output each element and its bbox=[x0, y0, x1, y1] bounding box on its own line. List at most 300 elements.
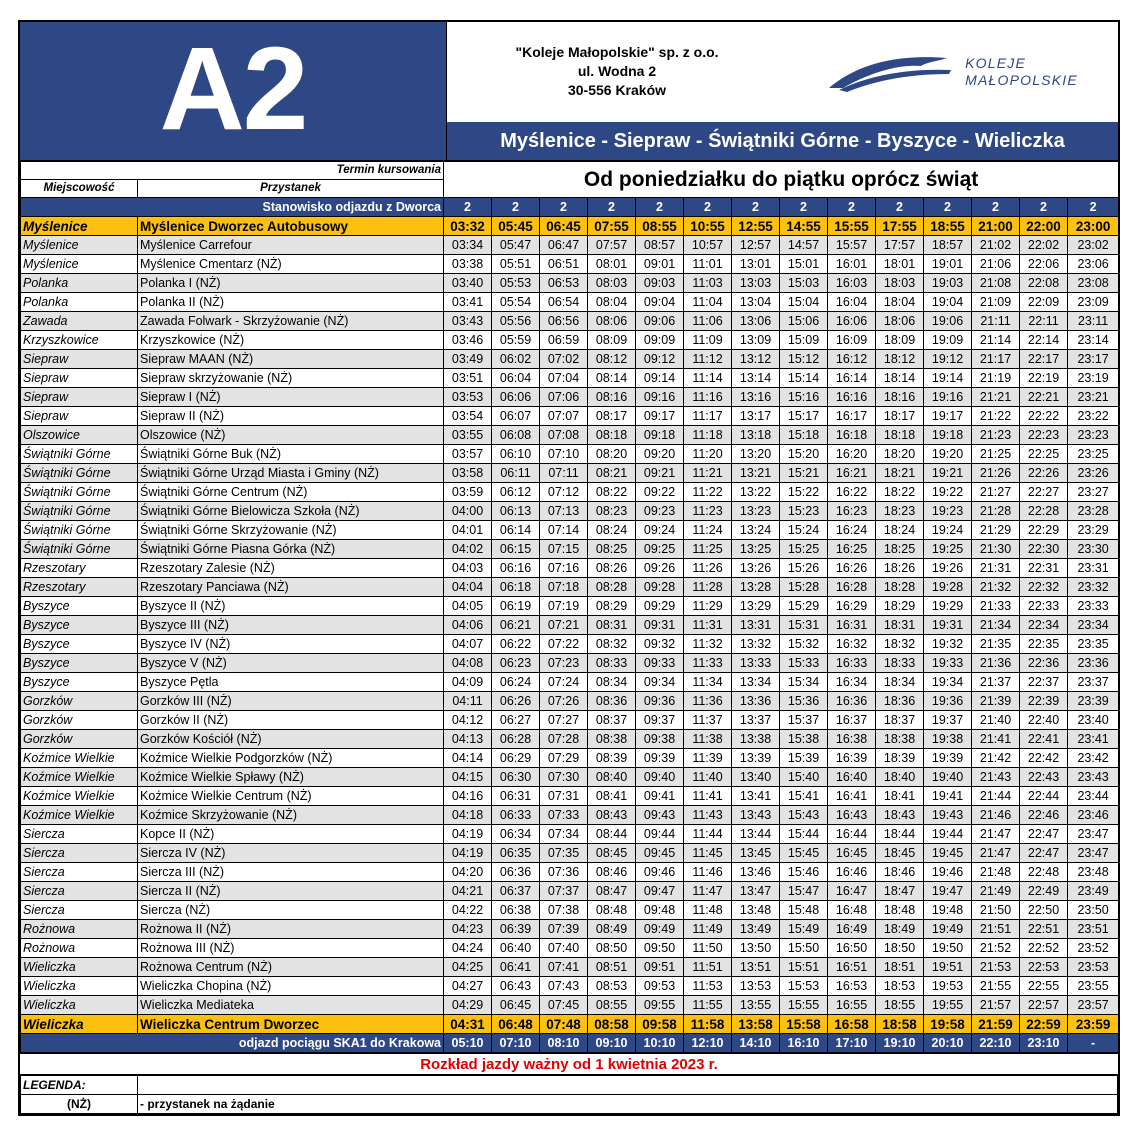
departure-time: 06:34 bbox=[492, 825, 540, 844]
departure-time: 23:51 bbox=[1068, 920, 1119, 939]
departure-time: 23:35 bbox=[1068, 635, 1119, 654]
label-stop: Przystanek bbox=[138, 180, 444, 198]
departure-time: 19:28 bbox=[924, 578, 972, 597]
departure-time: 09:49 bbox=[636, 920, 684, 939]
departure-time: 22:22 bbox=[1020, 407, 1068, 426]
departure-time: 08:23 bbox=[588, 502, 636, 521]
departure-time: 19:22 bbox=[924, 483, 972, 502]
departure-time: 16:38 bbox=[828, 730, 876, 749]
departure-time: 15:20 bbox=[780, 445, 828, 464]
departure-time: 03:32 bbox=[444, 217, 492, 236]
departure-time: 07:08 bbox=[540, 426, 588, 445]
departure-time: 21:21 bbox=[972, 388, 1020, 407]
departure-time: 06:47 bbox=[540, 236, 588, 255]
platform-cell: 2 bbox=[444, 198, 492, 217]
stop-row bbox=[21, 920, 1119, 939]
departure-time: 23:17 bbox=[1068, 350, 1119, 369]
departure-time: 23:32 bbox=[1068, 578, 1119, 597]
stop-row bbox=[21, 445, 1119, 464]
platform-cell: 2 bbox=[1068, 198, 1119, 217]
departure-time: 21:25 bbox=[972, 445, 1020, 464]
town-cell: Olszowice bbox=[21, 426, 138, 445]
departure-time: 08:34 bbox=[588, 673, 636, 692]
departure-time: 06:31 bbox=[492, 787, 540, 806]
departure-time: 18:26 bbox=[876, 559, 924, 578]
departure-time: 08:04 bbox=[588, 293, 636, 312]
stop-name-cell: Świątniki Górne Centrum (NŻ) bbox=[138, 483, 444, 502]
departure-time: 21:47 bbox=[972, 825, 1020, 844]
departure-time: 08:48 bbox=[588, 901, 636, 920]
departure-time: 07:26 bbox=[540, 692, 588, 711]
departure-time: 04:22 bbox=[444, 901, 492, 920]
departure-time: 18:17 bbox=[876, 407, 924, 426]
departure-time: 09:03 bbox=[636, 274, 684, 293]
departure-time: 21:06 bbox=[972, 255, 1020, 274]
departure-time: 19:39 bbox=[924, 749, 972, 768]
departure-time: 06:59 bbox=[540, 331, 588, 350]
departure-time: 23:11 bbox=[1068, 312, 1119, 331]
departure-time: 15:40 bbox=[780, 768, 828, 787]
departure-time: 23:43 bbox=[1068, 768, 1119, 787]
departure-time: 06:02 bbox=[492, 350, 540, 369]
departure-time: 18:49 bbox=[876, 920, 924, 939]
departure-time: 11:36 bbox=[684, 692, 732, 711]
departure-time: 04:23 bbox=[444, 920, 492, 939]
departure-time: 06:04 bbox=[492, 369, 540, 388]
departure-time: 15:44 bbox=[780, 825, 828, 844]
departure-time: 16:49 bbox=[828, 920, 876, 939]
town-cell: Siercza bbox=[21, 901, 138, 920]
departure-time: 11:45 bbox=[684, 844, 732, 863]
departure-time: 16:29 bbox=[828, 597, 876, 616]
logo-line-2: MAŁOPOLSKIE bbox=[965, 71, 1078, 88]
departure-time: 09:48 bbox=[636, 901, 684, 920]
departure-time: 13:44 bbox=[732, 825, 780, 844]
departure-time: 16:12 bbox=[828, 350, 876, 369]
platform-cell: 2 bbox=[588, 198, 636, 217]
departure-time: 04:21 bbox=[444, 882, 492, 901]
departure-time: 19:44 bbox=[924, 825, 972, 844]
departure-time: 19:21 bbox=[924, 464, 972, 483]
departure-time: 09:26 bbox=[636, 559, 684, 578]
platform-cell: 2 bbox=[924, 198, 972, 217]
train-time: 22:10 bbox=[972, 1034, 1020, 1053]
departure-time: 22:57 bbox=[1020, 996, 1068, 1015]
stop-name-cell: Kopce II (NŻ) bbox=[138, 825, 444, 844]
departure-time: 06:48 bbox=[492, 1015, 540, 1034]
departure-time: 07:07 bbox=[540, 407, 588, 426]
stop-name-cell: Myślenice Carrefour bbox=[138, 236, 444, 255]
departure-time: 23:50 bbox=[1068, 901, 1119, 920]
departure-time: 09:45 bbox=[636, 844, 684, 863]
departure-time: 23:31 bbox=[1068, 559, 1119, 578]
stop-row bbox=[21, 274, 1119, 293]
departure-time: 15:45 bbox=[780, 844, 828, 863]
departure-time: 06:33 bbox=[492, 806, 540, 825]
departure-time: 11:33 bbox=[684, 654, 732, 673]
departure-time: 23:27 bbox=[1068, 483, 1119, 502]
departure-time: 15:47 bbox=[780, 882, 828, 901]
departure-time: 21:44 bbox=[972, 787, 1020, 806]
departure-time: 09:50 bbox=[636, 939, 684, 958]
town-cell: Polanka bbox=[21, 293, 138, 312]
departure-time: 07:19 bbox=[540, 597, 588, 616]
town-cell: Gorzków bbox=[21, 692, 138, 711]
departure-time: 11:17 bbox=[684, 407, 732, 426]
departure-time: 07:34 bbox=[540, 825, 588, 844]
departure-time: 19:41 bbox=[924, 787, 972, 806]
departure-time: 15:55 bbox=[780, 996, 828, 1015]
departure-time: 11:26 bbox=[684, 559, 732, 578]
departure-time: 13:20 bbox=[732, 445, 780, 464]
platform-row bbox=[21, 198, 1119, 217]
departure-time: 19:09 bbox=[924, 331, 972, 350]
departure-time: 23:23 bbox=[1068, 426, 1119, 445]
stop-row bbox=[21, 388, 1119, 407]
departure-time: 11:28 bbox=[684, 578, 732, 597]
departure-time: 13:29 bbox=[732, 597, 780, 616]
departure-time: 06:19 bbox=[492, 597, 540, 616]
departure-time: 15:43 bbox=[780, 806, 828, 825]
departure-time: 07:57 bbox=[588, 236, 636, 255]
departure-time: 15:39 bbox=[780, 749, 828, 768]
stop-name-cell: Świątniki Górne Urząd Miasta i Gminy (NŻ) bbox=[138, 464, 444, 483]
town-cell: Rzeszotary bbox=[21, 559, 138, 578]
departure-time: 22:34 bbox=[1020, 616, 1068, 635]
koleje-malopolskie-logo bbox=[787, 52, 1118, 92]
town-cell: Myślenice bbox=[21, 255, 138, 274]
departure-time: 06:30 bbox=[492, 768, 540, 787]
departure-time: 03:55 bbox=[444, 426, 492, 445]
departure-time: 06:39 bbox=[492, 920, 540, 939]
departure-time: 06:38 bbox=[492, 901, 540, 920]
departure-time: 08:14 bbox=[588, 369, 636, 388]
stop-row bbox=[21, 787, 1119, 806]
town-cell: Wieliczka bbox=[21, 1015, 138, 1034]
departure-time: 09:31 bbox=[636, 616, 684, 635]
departure-time: 07:16 bbox=[540, 559, 588, 578]
departure-time: 22:47 bbox=[1020, 844, 1068, 863]
departure-time: 08:16 bbox=[588, 388, 636, 407]
departure-time: 23:46 bbox=[1068, 806, 1119, 825]
stop-name-cell: Koźmice Wielkie Centrum (NŻ) bbox=[138, 787, 444, 806]
departure-time: 07:23 bbox=[540, 654, 588, 673]
departure-time: 23:14 bbox=[1068, 331, 1119, 350]
departure-time: 07:55 bbox=[588, 217, 636, 236]
departure-time: 19:58 bbox=[924, 1015, 972, 1034]
departure-time: 19:17 bbox=[924, 407, 972, 426]
departure-time: 16:40 bbox=[828, 768, 876, 787]
departure-time: 21:22 bbox=[972, 407, 1020, 426]
departure-time: 15:33 bbox=[780, 654, 828, 673]
departure-time: 23:48 bbox=[1068, 863, 1119, 882]
departure-time: 05:53 bbox=[492, 274, 540, 293]
departure-time: 22:02 bbox=[1020, 236, 1068, 255]
departure-time: 23:36 bbox=[1068, 654, 1119, 673]
stop-row bbox=[21, 331, 1119, 350]
departure-time: 15:06 bbox=[780, 312, 828, 331]
departure-time: 22:27 bbox=[1020, 483, 1068, 502]
train-time: - bbox=[1068, 1034, 1119, 1053]
departure-time: 23:29 bbox=[1068, 521, 1119, 540]
departure-time: 22:55 bbox=[1020, 977, 1068, 996]
departure-time: 08:47 bbox=[588, 882, 636, 901]
platform-cell: 2 bbox=[684, 198, 732, 217]
departure-time: 04:14 bbox=[444, 749, 492, 768]
stop-name-cell: Świątniki Górne Piasna Górka (NŻ) bbox=[138, 540, 444, 559]
stop-name-cell: Świątniki Górne Bielowicza Szkoła (NŻ) bbox=[138, 502, 444, 521]
stop-name-cell: Gorzków II (NŻ) bbox=[138, 711, 444, 730]
platform-cell: 2 bbox=[1020, 198, 1068, 217]
departure-time: 05:51 bbox=[492, 255, 540, 274]
departure-time: 07:39 bbox=[540, 920, 588, 939]
footer bbox=[20, 1053, 1118, 1075]
train-time: 05:10 bbox=[444, 1034, 492, 1053]
departure-time: 21:36 bbox=[972, 654, 1020, 673]
departure-time: 11:48 bbox=[684, 901, 732, 920]
departure-time: 21:50 bbox=[972, 901, 1020, 920]
departure-time: 09:12 bbox=[636, 350, 684, 369]
departure-time: 10:55 bbox=[684, 217, 732, 236]
town-cell: Rzeszotary bbox=[21, 578, 138, 597]
departure-time: 22:14 bbox=[1020, 331, 1068, 350]
departure-time: 11:04 bbox=[684, 293, 732, 312]
departure-time: 18:31 bbox=[876, 616, 924, 635]
departure-time: 07:37 bbox=[540, 882, 588, 901]
departure-time: 18:58 bbox=[876, 1015, 924, 1034]
company-name: "Koleje Małopolskie" sp. z o.o. bbox=[515, 44, 719, 60]
departure-time: 13:33 bbox=[732, 654, 780, 673]
departure-time: 06:35 bbox=[492, 844, 540, 863]
departure-time: 16:26 bbox=[828, 559, 876, 578]
departure-time: 15:16 bbox=[780, 388, 828, 407]
stop-row bbox=[21, 768, 1119, 787]
departure-time: 16:04 bbox=[828, 293, 876, 312]
departure-time: 04:29 bbox=[444, 996, 492, 1015]
departure-time: 04:19 bbox=[444, 825, 492, 844]
departure-time: 13:28 bbox=[732, 578, 780, 597]
departure-time: 16:39 bbox=[828, 749, 876, 768]
departure-time: 11:51 bbox=[684, 958, 732, 977]
stop-row bbox=[21, 958, 1119, 977]
departure-time: 19:49 bbox=[924, 920, 972, 939]
departure-time: 22:06 bbox=[1020, 255, 1068, 274]
departure-time: 11:55 bbox=[684, 996, 732, 1015]
stop-name-cell: Koźmice Wielkie Spławy (NŻ) bbox=[138, 768, 444, 787]
departure-time: 07:14 bbox=[540, 521, 588, 540]
town-cell: Byszyce bbox=[21, 616, 138, 635]
departure-time: 23:55 bbox=[1068, 977, 1119, 996]
stop-name-cell: Siercza III (NŻ) bbox=[138, 863, 444, 882]
departure-time: 06:43 bbox=[492, 977, 540, 996]
departure-time: 06:12 bbox=[492, 483, 540, 502]
departure-time: 22:31 bbox=[1020, 559, 1068, 578]
departure-time: 13:04 bbox=[732, 293, 780, 312]
departure-time: 03:43 bbox=[444, 312, 492, 331]
train-time: 07:10 bbox=[492, 1034, 540, 1053]
departure-time: 18:48 bbox=[876, 901, 924, 920]
departure-time: 13:26 bbox=[732, 559, 780, 578]
departure-time: 08:53 bbox=[588, 977, 636, 996]
departure-time: 19:01 bbox=[924, 255, 972, 274]
departure-time: 21:33 bbox=[972, 597, 1020, 616]
departure-time: 21:47 bbox=[972, 844, 1020, 863]
stop-name-cell: Myślenice Dworzec Autobusowy bbox=[138, 217, 444, 236]
departure-time: 06:08 bbox=[492, 426, 540, 445]
town-cell: Polanka bbox=[21, 274, 138, 293]
departure-time: 06:23 bbox=[492, 654, 540, 673]
stop-name-cell: Rzeszotary Zalesie (NŻ) bbox=[138, 559, 444, 578]
town-cell: Siercza bbox=[21, 825, 138, 844]
departure-time: 18:55 bbox=[876, 996, 924, 1015]
departure-time: 11:12 bbox=[684, 350, 732, 369]
departure-time: 21:41 bbox=[972, 730, 1020, 749]
departure-time: 03:57 bbox=[444, 445, 492, 464]
departure-time: 04:19 bbox=[444, 844, 492, 863]
departure-time: 04:03 bbox=[444, 559, 492, 578]
departure-time: 03:51 bbox=[444, 369, 492, 388]
platform-cell: 2 bbox=[636, 198, 684, 217]
departure-time: 16:53 bbox=[828, 977, 876, 996]
departure-time: 09:25 bbox=[636, 540, 684, 559]
departure-time: 04:18 bbox=[444, 806, 492, 825]
departure-time: 16:36 bbox=[828, 692, 876, 711]
departure-time: 21:00 bbox=[972, 217, 1020, 236]
company-row bbox=[447, 22, 1118, 121]
departure-time: 23:49 bbox=[1068, 882, 1119, 901]
departure-time: 15:48 bbox=[780, 901, 828, 920]
departure-time: 15:22 bbox=[780, 483, 828, 502]
departure-time: 13:03 bbox=[732, 274, 780, 293]
town-cell: Świątniki Górne bbox=[21, 445, 138, 464]
departure-time: 21:30 bbox=[972, 540, 1020, 559]
departure-time: 07:15 bbox=[540, 540, 588, 559]
departure-time: 03:34 bbox=[444, 236, 492, 255]
departure-time: 21:26 bbox=[972, 464, 1020, 483]
departure-time: 19:34 bbox=[924, 673, 972, 692]
departure-time: 15:25 bbox=[780, 540, 828, 559]
departure-time: 11:01 bbox=[684, 255, 732, 274]
departure-time: 13:53 bbox=[732, 977, 780, 996]
departure-time: 06:21 bbox=[492, 616, 540, 635]
departure-time: 18:22 bbox=[876, 483, 924, 502]
platform-cell: 2 bbox=[780, 198, 828, 217]
departure-time: 11:29 bbox=[684, 597, 732, 616]
departure-time: 05:59 bbox=[492, 331, 540, 350]
departure-time: 09:21 bbox=[636, 464, 684, 483]
departure-time: 16:17 bbox=[828, 407, 876, 426]
route-title: Myślenice - Siepraw - Świątniki Górne - Byszyce - Wieliczka bbox=[447, 121, 1118, 160]
legend-symbol: (NŻ) bbox=[21, 1095, 138, 1114]
train-time: 16:10 bbox=[780, 1034, 828, 1053]
town-cell: Świątniki Górne bbox=[21, 540, 138, 559]
departure-time: 13:45 bbox=[732, 844, 780, 863]
departure-time: 07:31 bbox=[540, 787, 588, 806]
stop-row bbox=[21, 369, 1119, 388]
departure-time: 16:55 bbox=[828, 996, 876, 1015]
departure-time: 23:33 bbox=[1068, 597, 1119, 616]
departure-time: 22:28 bbox=[1020, 502, 1068, 521]
departure-time: 13:31 bbox=[732, 616, 780, 635]
stop-row bbox=[21, 521, 1119, 540]
departure-time: 18:39 bbox=[876, 749, 924, 768]
departure-time: 06:24 bbox=[492, 673, 540, 692]
departure-time: 23:57 bbox=[1068, 996, 1119, 1015]
departure-time: 15:21 bbox=[780, 464, 828, 483]
departure-time: 13:16 bbox=[732, 388, 780, 407]
departure-time: 23:39 bbox=[1068, 692, 1119, 711]
departure-time: 18:45 bbox=[876, 844, 924, 863]
stop-name-cell: Rożnowa Centrum (NŻ) bbox=[138, 958, 444, 977]
departure-time: 19:38 bbox=[924, 730, 972, 749]
departure-time: 19:14 bbox=[924, 369, 972, 388]
departure-time: 11:18 bbox=[684, 426, 732, 445]
town-cell: Siepraw bbox=[21, 369, 138, 388]
departure-time: 19:36 bbox=[924, 692, 972, 711]
departure-time: 19:06 bbox=[924, 312, 972, 331]
town-cell: Byszyce bbox=[21, 597, 138, 616]
departure-time: 09:38 bbox=[636, 730, 684, 749]
departure-time: 11:31 bbox=[684, 616, 732, 635]
timetable bbox=[20, 161, 1119, 1053]
departure-time: 22:46 bbox=[1020, 806, 1068, 825]
legend bbox=[20, 1075, 1118, 1114]
departure-time: 17:55 bbox=[876, 217, 924, 236]
departure-time: 16:43 bbox=[828, 806, 876, 825]
departure-time: 09:46 bbox=[636, 863, 684, 882]
stop-name-cell: Siepraw skrzyżowanie (NŻ) bbox=[138, 369, 444, 388]
departure-time: 16:14 bbox=[828, 369, 876, 388]
platform-cell: 2 bbox=[972, 198, 1020, 217]
departure-time: 04:15 bbox=[444, 768, 492, 787]
departure-time: 23:00 bbox=[1068, 217, 1119, 236]
departure-time: 16:09 bbox=[828, 331, 876, 350]
departure-time: 22:39 bbox=[1020, 692, 1068, 711]
stop-name-cell: Krzyszkowice (NŻ) bbox=[138, 331, 444, 350]
departure-time: 21:39 bbox=[972, 692, 1020, 711]
stop-row bbox=[21, 293, 1119, 312]
departure-time: 16:32 bbox=[828, 635, 876, 654]
departure-time: 15:01 bbox=[780, 255, 828, 274]
departure-time: 18:37 bbox=[876, 711, 924, 730]
departure-time: 11:16 bbox=[684, 388, 732, 407]
departure-time: 07:48 bbox=[540, 1015, 588, 1034]
departure-time: 11:06 bbox=[684, 312, 732, 331]
departure-time: 15:24 bbox=[780, 521, 828, 540]
departure-time: 09:01 bbox=[636, 255, 684, 274]
departure-time: 23:19 bbox=[1068, 369, 1119, 388]
departure-time: 22:49 bbox=[1020, 882, 1068, 901]
departure-time: 21:59 bbox=[972, 1015, 1020, 1034]
departure-time: 15:28 bbox=[780, 578, 828, 597]
town-cell: Koźmice Wielkie bbox=[21, 787, 138, 806]
departure-time: 11:34 bbox=[684, 673, 732, 692]
departure-time: 15:12 bbox=[780, 350, 828, 369]
departure-time: 23:42 bbox=[1068, 749, 1119, 768]
stop-name-cell: Koźmice Wielkie Podgorzków (NŻ) bbox=[138, 749, 444, 768]
departure-time: 08:43 bbox=[588, 806, 636, 825]
departure-time: 09:44 bbox=[636, 825, 684, 844]
departure-time: 04:07 bbox=[444, 635, 492, 654]
departure-time: 22:43 bbox=[1020, 768, 1068, 787]
departure-time: 23:47 bbox=[1068, 844, 1119, 863]
departure-time: 13:24 bbox=[732, 521, 780, 540]
departure-time: 16:51 bbox=[828, 958, 876, 977]
departure-time: 13:43 bbox=[732, 806, 780, 825]
departure-time: 09:39 bbox=[636, 749, 684, 768]
stop-name-cell: Byszyce IV (NŻ) bbox=[138, 635, 444, 654]
departure-time: 21:09 bbox=[972, 293, 1020, 312]
